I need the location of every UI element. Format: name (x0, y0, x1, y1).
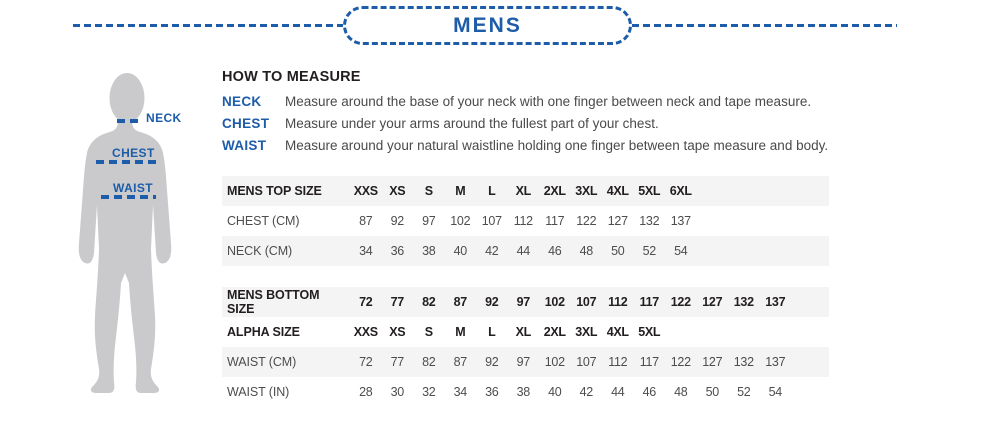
table-cell: 132 (733, 355, 754, 369)
header-dashed-rule-right (632, 24, 897, 27)
section-title: MENS (453, 13, 522, 37)
measure-instruction-neck (222, 94, 922, 109)
table-cell: 48 (579, 244, 593, 258)
table-cell: 44 (516, 244, 530, 258)
table-row (222, 206, 829, 236)
table-cell: 117 (639, 295, 659, 309)
table-cell: 112 (608, 355, 628, 369)
neck-measure-dash-line (117, 119, 143, 123)
table-cell: 122 (670, 295, 691, 309)
table-cell: 40 (548, 385, 562, 399)
table-cell: L (488, 184, 496, 198)
measure-label-neck: NECK (222, 94, 262, 109)
table-cell: 92 (390, 214, 404, 228)
table-cell: 132 (733, 295, 754, 309)
table-cell: 54 (768, 385, 782, 399)
table-cell: XS (389, 325, 406, 339)
waist-measure-dash-line (101, 195, 156, 199)
table-cell: 127 (702, 295, 723, 309)
measure-instruction-waist (222, 138, 922, 153)
table-cell: 132 (639, 214, 660, 228)
table-cell: 92 (485, 295, 499, 309)
table-cell: M (455, 325, 466, 339)
table-cell: XS (389, 184, 406, 198)
table-cell: 102 (544, 355, 565, 369)
table-cell: 112 (608, 295, 628, 309)
row-label: ALPHA SIZE (227, 325, 300, 339)
measure-text-neck: Measure around the base of your neck with one finger between neck and tape measure. (285, 94, 812, 109)
table-cell: 112 (513, 214, 533, 228)
table-cell: 36 (390, 244, 404, 258)
table-cell: 97 (422, 214, 436, 228)
table-cell: 122 (670, 355, 691, 369)
table-cell: 127 (702, 355, 723, 369)
table-cell: 117 (639, 355, 659, 369)
table-cell: 102 (544, 295, 565, 309)
table-row (222, 287, 829, 317)
section-title-pill (343, 6, 632, 45)
table-cell: 46 (548, 244, 562, 258)
table-cell: 52 (642, 244, 656, 258)
table-cell: 38 (516, 385, 530, 399)
table-cell: 127 (607, 214, 628, 228)
row-label: WAIST (CM) (227, 355, 297, 369)
row-label: CHEST (CM) (227, 214, 300, 228)
table-cell: 5XL (638, 184, 661, 198)
table-cell: 107 (481, 214, 502, 228)
table-row (222, 176, 829, 206)
table-cell: 44 (611, 385, 625, 399)
table-cell: 2XL (543, 325, 566, 339)
table-cell: XXS (353, 184, 378, 198)
table-cell: 107 (576, 295, 597, 309)
table-cell: 92 (485, 355, 499, 369)
table-cell: 2XL (543, 184, 566, 198)
table-cell: 117 (545, 214, 565, 228)
table-cell: 5XL (638, 325, 661, 339)
table-cell: 42 (579, 385, 593, 399)
table-cell: 87 (453, 295, 467, 309)
table-row (222, 347, 829, 377)
table-row (222, 236, 829, 266)
table-cell: 137 (765, 295, 786, 309)
table-cell: XL (515, 184, 531, 198)
table-cell: 30 (390, 385, 404, 399)
table-cell: 52 (737, 385, 751, 399)
table-cell: 82 (422, 355, 436, 369)
table-cell: 3XL (575, 325, 598, 339)
table-cell: 38 (422, 244, 436, 258)
table-cell: 87 (453, 355, 467, 369)
table-cell: 4XL (606, 325, 629, 339)
figure-waist-label: WAIST (113, 181, 153, 195)
row-label: NECK (CM) (227, 244, 293, 258)
table-cell: 97 (516, 355, 530, 369)
figure-neck-label: NECK (146, 111, 182, 125)
chest-measure-dash-line (96, 160, 160, 164)
table-row (222, 317, 829, 347)
mens-bottom-size-table (222, 287, 829, 407)
table-cell: XL (515, 325, 531, 339)
table-cell: 3XL (575, 184, 598, 198)
table-cell: 28 (359, 385, 373, 399)
table-cell: 6XL (669, 184, 692, 198)
row-label: WAIST (IN) (227, 385, 290, 399)
table-cell: 42 (485, 244, 499, 258)
measure-label-waist: WAIST (222, 138, 267, 153)
table-cell: 87 (359, 214, 373, 228)
table-cell: 54 (674, 244, 688, 258)
table-cell: 72 (359, 355, 373, 369)
figure-chest-label: CHEST (112, 146, 155, 160)
measure-text-waist: Measure around your natural waistline holding one finger between tape measure and body. (285, 138, 829, 153)
table-cell: S (424, 325, 433, 339)
header-dashed-rule-left (73, 24, 343, 27)
table-cell: 36 (485, 385, 499, 399)
how-to-measure-title: HOW TO MEASURE (222, 69, 361, 85)
table-cell: 107 (576, 355, 597, 369)
table-cell: 34 (453, 385, 467, 399)
table-cell: 97 (516, 295, 530, 309)
table-cell: L (488, 325, 496, 339)
how-to-measure-section (222, 69, 922, 160)
table-cell: 82 (422, 295, 436, 309)
table-cell: 34 (359, 244, 373, 258)
table-cell: 102 (450, 214, 471, 228)
table-cell: 40 (453, 244, 467, 258)
table-cell: 122 (576, 214, 597, 228)
measure-label-chest: CHEST (222, 116, 270, 131)
table-cell: M (455, 184, 466, 198)
measure-instruction-chest (222, 116, 922, 131)
table-cell: 4XL (606, 184, 629, 198)
table-cell: 72 (359, 295, 373, 309)
table-cell: 50 (705, 385, 719, 399)
row-label: MENS BOTTOM SIZE (227, 288, 320, 316)
table-cell: XXS (353, 325, 378, 339)
row-label: MENS TOP SIZE (227, 184, 322, 198)
table-cell: 32 (422, 385, 436, 399)
table-cell: 137 (765, 355, 786, 369)
table-row (222, 377, 829, 407)
table-cell: 46 (642, 385, 656, 399)
measure-text-chest: Measure under your arms around the fullest part of your chest. (285, 116, 659, 131)
table-cell: 50 (611, 244, 625, 258)
table-cell: 137 (670, 214, 691, 228)
table-cell: S (424, 184, 433, 198)
table-cell: 48 (674, 385, 688, 399)
table-cell: 77 (390, 295, 404, 309)
mens-top-size-table (222, 176, 829, 266)
table-cell: 77 (390, 355, 404, 369)
